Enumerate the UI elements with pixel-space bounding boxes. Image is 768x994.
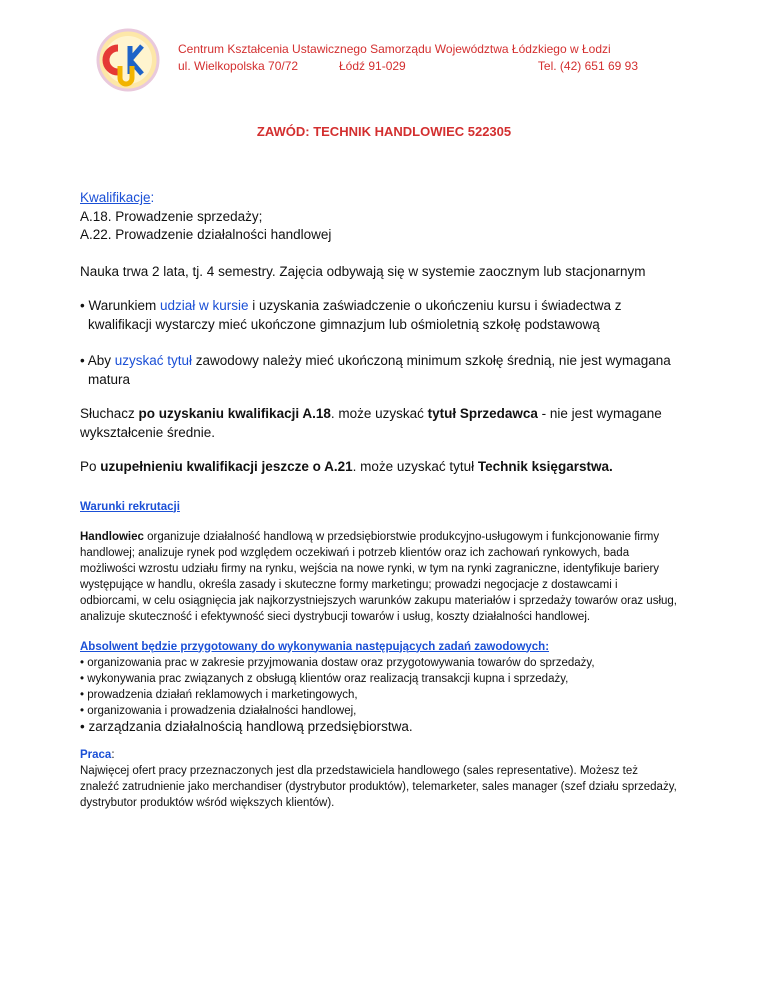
bullet-title: • Aby uzyskać tytuł zawodowy należy mieć ukończoną minimum szkołę średnią, nie jest wymagana matura xyxy=(80,353,671,387)
qualification-item: A.22. Prowadzenie działalności handlowej xyxy=(80,227,332,242)
recruitment-link[interactable]: Warunki rekrutacji xyxy=(80,500,180,513)
task-item: • organizowania i prowadzenia działalności handlowej, xyxy=(80,704,357,717)
city: Łódź 91-029 xyxy=(339,59,406,73)
duration-text: Nauka trwa 2 lata, tj. 4 semestry. Zajęcia odbywają się w systemie zaocznym lub stacjonarnym xyxy=(80,263,646,279)
task-item: • zarządzania działalnością handlową przedsiębiorstwa. xyxy=(80,718,413,734)
course-link[interactable]: udział w kursie xyxy=(160,298,249,313)
document-body xyxy=(80,189,680,811)
cku-logo xyxy=(96,28,160,92)
work-heading: Praca: xyxy=(80,748,115,761)
task-item: • prowadzenia działań reklamowych i marketingowych, xyxy=(80,688,358,701)
task-item: • wykonywania prac związanych z obsługą klientów oraz realizacją transakcji kupna i sprzedaży, xyxy=(80,672,569,685)
institution-name: Centrum Kształcenia Ustawicznego Samorządu Województwa Łódzkiego w Łodzi xyxy=(178,42,611,56)
contact-line xyxy=(178,59,638,73)
address: ul. Wielkopolska 70/72 xyxy=(178,59,299,73)
qualification-item: A.18. Prowadzenie sprzedaży; xyxy=(80,208,263,224)
page-title: ZAWÓD: TECHNIK HANDLOWIEC 522305 xyxy=(256,124,512,139)
description: Handlowiec organizuje działalność handlową w przedsiębiorstwie produkcyjno-usługowym i funkcjonowanie firmy handlowej; analizuje rynek pod względem oczekiwań i potrzeb klientów oraz ich zachowań rynkowych, bada możliwości wzrostu udziału firmy na rynku, wejścia na nowe rynki, w tym na rynki zagraniczne, identyfikuje bariery występujące w handlu, określa zasady i skuteczne formy marketingu; prowadzi negocjacje z dostawcami i odbiorcami, w celu osiągnięcia jak najkorzystniejszych warunków zakupu materiałów i sprzedaży towarów oraz usług, analizuje skuteczność i efektywność sieci dystrybucji towarów i usług, koszty działalności handlowej. xyxy=(80,530,677,623)
phone: Tel. (42) 651 69 93 xyxy=(537,59,638,73)
qualifications-heading: Kwalifikacje: xyxy=(80,190,155,205)
task-item: • organizowania prac w zakresie przyjmowania dostaw oraz przygotowywania towarów do sprzedaży, xyxy=(80,656,595,669)
title-link[interactable]: uzyskać tytuł xyxy=(114,353,193,368)
tasks-heading[interactable]: Absolwent będzie przygotowany do wykonywania następujących zadań zawodowych: xyxy=(80,640,550,653)
para-a18: Słuchacz po uzyskaniu kwalifikacji A.18. może uzyskać tytuł Sprzedawca - nie jest wymagane wykształcenie średnie. xyxy=(80,406,662,440)
para-a21: Po uzupełnieniu kwalifikacji jeszcze o A.21. może uzyskać tytuł Technik księgarstwa. xyxy=(80,459,613,474)
qualifications-link[interactable]: Kwalifikacje xyxy=(80,190,151,205)
bullet-course: • Warunkiem udział w kursie i uzyskania zaświadczenie o ukończeniu kursu i świadectwa z kwalifikacji wystarczy mieć ukończone gimnazjum lub ośmioletnią szkołę podstawową xyxy=(80,298,622,332)
work-text: Najwięcej ofert pracy przeznaczonych jest dla przedstawiciela handlowego (sales representative). Możesz też znaleźć zatrudnienie jako merchandiser (dystrybutor produktów), telemarketer, sales manager (szef działu sprzedaży, dystrybutor produktów wśród większych klientów). xyxy=(80,764,677,809)
